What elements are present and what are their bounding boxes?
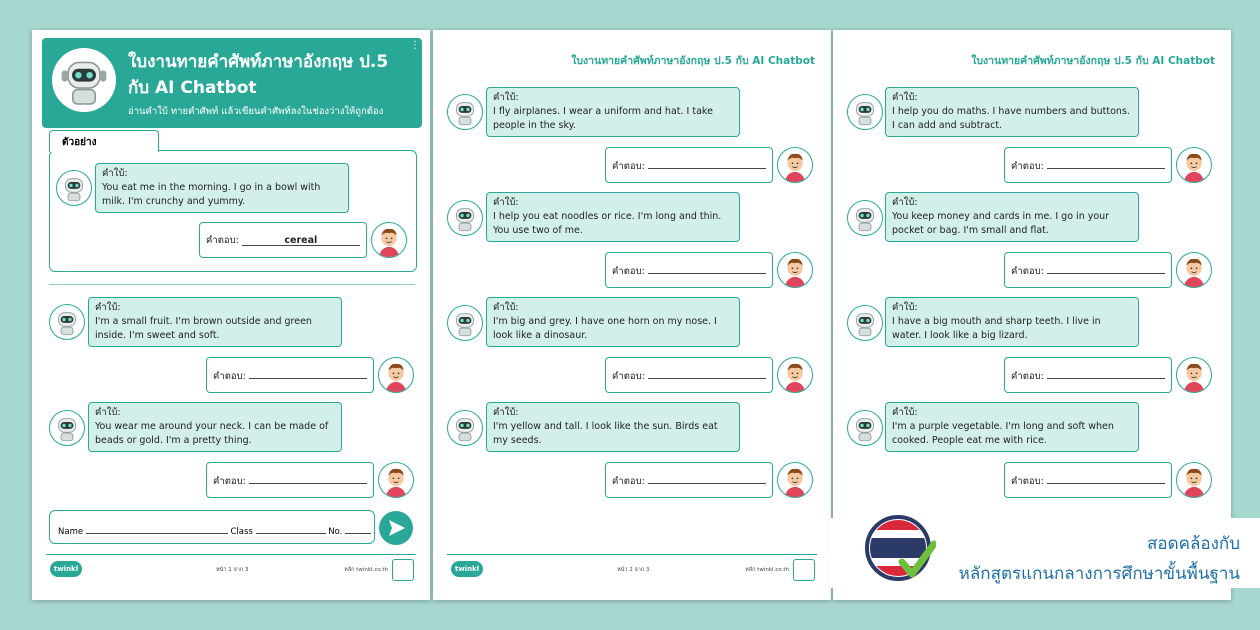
student-avatar-icon [378,462,414,498]
worksheet-header [42,38,422,128]
clue-label: คำใบ้: [102,168,128,179]
clue-bubble [88,297,342,347]
page-number: หน้า 1 จาก 3 [216,567,249,573]
robot-avatar-icon [447,94,483,130]
twinkl-logo: twinkl [451,561,483,577]
student-avatar-icon [777,462,813,498]
student-avatar-icon [777,147,813,183]
page-footer [46,554,416,584]
clue-bubble [95,163,349,213]
clue-label: คำใบ้: [892,302,918,313]
curriculum-line2: หลักสูตรแกนกลางการศึกษาขั้นพื้นฐาน [958,564,1240,584]
answer-box[interactable] [605,147,773,183]
answer-label: คำตอบ: [1011,476,1044,487]
robot-avatar-icon [847,305,883,341]
student-avatar-icon [777,357,813,393]
clue-bubble [885,87,1139,137]
page-title-line1: ใบงานทายคำศัพท์ภาษาอังกฤษ ป.5 [128,52,389,72]
clue-text: I'm yellow and tall. I look like the sun. Birds eat my seeds. [493,421,718,446]
send-button[interactable] [379,511,413,545]
answer-value: cereal [242,235,360,246]
clue-label: คำใบ้: [493,92,519,103]
answer-box[interactable] [1004,252,1172,288]
instruction-text: อ่านคำใบ้ ทายคำศัพท์ แล้วเขียนคำศัพท์ลงในช่องว่างให้ถูกต้อง [128,106,384,117]
site-text: หลัก twinkl.co.th [745,567,789,573]
clue-label: คำใบ้: [892,197,918,208]
robot-avatar-icon [447,200,483,236]
quality-badge-icon [392,559,414,581]
answer-label: คำตอบ: [213,476,246,487]
robot-avatar-icon [49,304,85,340]
clue-label: คำใบ้: [493,302,519,313]
clue-bubble [486,192,740,242]
page-title: ใบงานทายคำศัพท์ภาษาอังกฤษ ป.5 กับ AI Chatbot [571,55,815,67]
answer-label: คำตอบ: [1011,266,1044,277]
answer-box[interactable] [1004,147,1172,183]
page-footer [447,554,817,584]
answer-box[interactable] [206,462,374,498]
student-avatar-icon [378,357,414,393]
clue-label: คำใบ้: [892,407,918,418]
answer-box [199,222,367,258]
clue-text: I'm a small fruit. I'm brown outside and green inside. I'm sweet and soft. [95,316,312,341]
page-number: หน้า 2 จาก 3 [617,567,650,573]
answer-label: คำตอบ: [206,235,239,246]
name-label: Name [58,527,84,537]
answer-box[interactable] [605,462,773,498]
robot-avatar-icon [847,200,883,236]
robot-icon [52,48,116,112]
worksheet-page-1 [32,30,430,600]
thai-flag-check-icon [864,514,936,586]
curriculum-banner [830,518,1260,588]
student-info-box [49,510,375,544]
answer-box[interactable] [605,357,773,393]
site-text: หลัก twinkl.co.th [344,567,388,573]
clue-text: You keep money and cards in me. I go in your pocket or bag. I'm small and flat. [892,211,1110,236]
student-avatar-icon [1176,252,1212,288]
robot-avatar-icon [847,410,883,446]
worksheet-page-2 [433,30,831,600]
clue-text: I'm big and grey. I have one horn on my nose. I look like a dinosaur. [493,316,717,341]
answer-input[interactable] [648,263,766,274]
clue-text: You wear me around your neck. I can be made of beads or gold. I'm a pretty thing. [95,421,329,446]
answer-input[interactable] [1047,158,1165,169]
clue-text: I have a big mouth and sharp teeth. I live in water. I look like a big lizard. [892,316,1101,341]
clue-text: You eat me in the morning. I go in a bowl with milk. I'm crunchy and yummy. [102,182,321,207]
answer-label: คำตอบ: [1011,161,1044,172]
student-avatar-icon [1176,357,1212,393]
answer-label: คำตอบ: [1011,371,1044,382]
answer-box[interactable] [1004,462,1172,498]
answer-input[interactable] [648,473,766,484]
clue-bubble [486,402,740,452]
answer-input[interactable] [648,368,766,379]
answer-label: คำตอบ: [612,371,645,382]
clue-bubble [885,402,1139,452]
class-field[interactable] [256,525,326,534]
clue-bubble [885,297,1139,347]
answer-input[interactable] [249,368,367,379]
answer-input[interactable] [648,158,766,169]
answer-label: คำตอบ: [213,371,246,382]
answer-box[interactable] [206,357,374,393]
class-label: Class [230,527,253,537]
clue-label: คำใบ้: [493,197,519,208]
clue-bubble [486,87,740,137]
clue-label: คำใบ้: [892,92,918,103]
clue-text: I help you do maths. I have numbers and buttons. I can add and subtract. [892,106,1130,131]
robot-avatar-icon [847,94,883,130]
student-avatar-icon [777,252,813,288]
answer-input[interactable] [1047,368,1165,379]
divider [49,284,415,285]
clue-text: I fly airplanes. I wear a uniform and hat. I take people in the sky. [493,106,713,131]
robot-avatar-icon [49,410,85,446]
answer-label: คำตอบ: [612,266,645,277]
more-options-icon[interactable]: ⋮ [410,40,420,51]
student-avatar-icon [371,222,407,258]
clue-text: I'm a purple vegetable. I'm long and soft when cooked. People eat me with rice. [892,421,1114,446]
clue-label: คำใบ้: [95,302,121,313]
robot-avatar-icon [447,410,483,446]
clue-bubble [486,297,740,347]
twinkl-logo: twinkl [50,561,82,577]
clue-bubble [88,402,342,452]
clue-bubble [885,192,1139,242]
robot-avatar-icon [56,170,92,206]
clue-label: คำใบ้: [493,407,519,418]
page-title: ใบงานทายคำศัพท์ภาษาอังกฤษ ป.5 กับ AI Chatbot [971,55,1215,67]
answer-label: คำตอบ: [612,161,645,172]
clue-text: I help you eat noodles or rice. I'm long and thin. You use two of me. [493,211,722,236]
answer-input[interactable] [1047,473,1165,484]
no-field[interactable] [345,525,371,534]
page-title-line2: กับ AI Chatbot [128,78,257,98]
student-avatar-icon [1176,462,1212,498]
clue-label: คำใบ้: [95,407,121,418]
answer-input[interactable] [249,473,367,484]
student-avatar-icon [1176,147,1212,183]
curriculum-line1: สอดคล้องกับ [1146,534,1240,554]
example-tab: ตัวอย่าง [49,130,159,152]
answer-input[interactable] [1047,263,1165,274]
answer-box[interactable] [605,252,773,288]
no-label: No. [328,527,343,537]
answer-box[interactable] [1004,357,1172,393]
name-field[interactable] [86,525,228,534]
robot-avatar-icon [447,305,483,341]
quality-badge-icon [793,559,815,581]
answer-label: คำตอบ: [612,476,645,487]
